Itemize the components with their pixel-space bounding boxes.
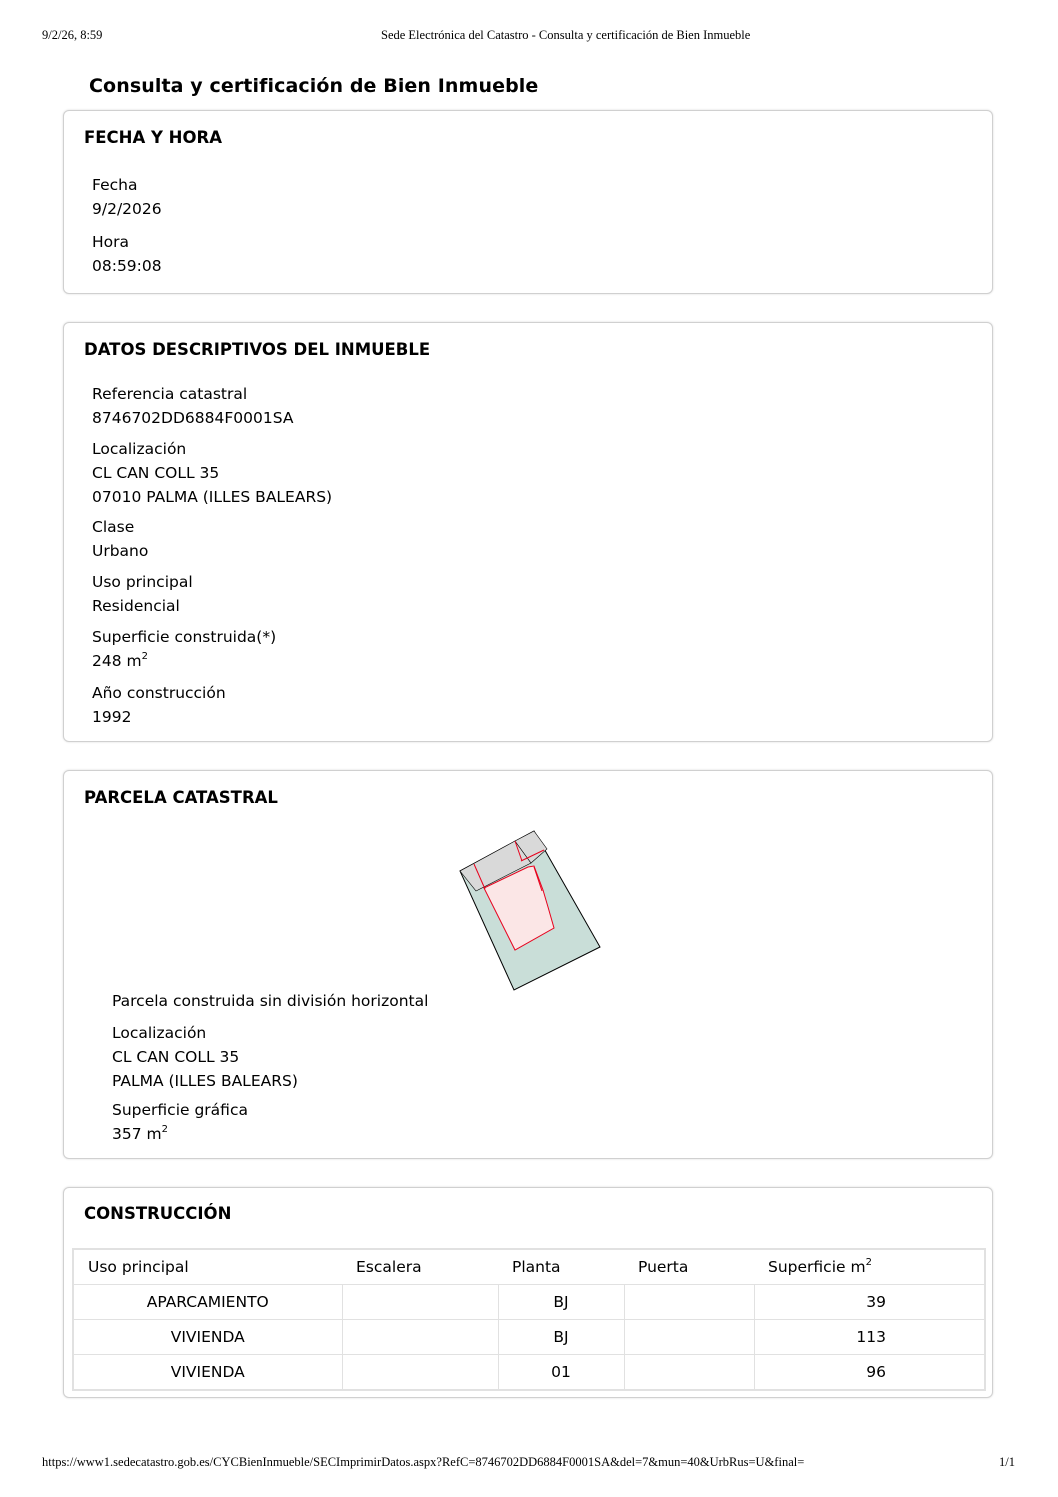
hora-field	[92, 230, 162, 278]
column-header-planta: Planta	[498, 1250, 624, 1285]
column-header-escalera: Escalera	[342, 1250, 498, 1285]
hora-label: Hora	[92, 233, 130, 251]
cell-planta: BJ	[498, 1285, 624, 1320]
referencia-value: 8746702DD6884F0001SA	[92, 409, 294, 427]
fecha-field	[92, 173, 162, 221]
superficie-construida-label: Superficie construida(*)	[92, 628, 277, 646]
parcela-catastral-panel	[63, 770, 993, 1159]
superficie-construida-field	[92, 625, 276, 673]
construccion-panel	[63, 1187, 993, 1398]
cell-uso: VIVIENDA	[74, 1320, 342, 1355]
datos-descriptivos-panel	[63, 322, 993, 742]
column-header-uso: Uso principal	[74, 1250, 342, 1285]
clase-value: Urbano	[92, 542, 149, 560]
print-header-title: Sede Electrónica del Catastro - Consulta y certificación de Bien Inmueble	[381, 28, 751, 42]
cell-puerta	[624, 1285, 754, 1320]
localizacion-line1: CL CAN COLL 35	[92, 464, 220, 482]
referencia-field	[92, 382, 293, 430]
referencia-label: Referencia catastral	[92, 385, 248, 403]
table-row	[74, 1355, 984, 1390]
table-row	[74, 1285, 984, 1320]
parcela-tipo	[112, 989, 428, 1013]
table-header-row	[74, 1250, 984, 1285]
localizacion-line2: 07010 PALMA (ILLES BALEARS)	[92, 488, 333, 506]
print-footer-url: https://www1.sedecatastro.gob.es/CYCBienInmueble/SECImprimirDatos.aspx?RefC=8746702DD6884F0001SA&del=7&mun=40&UrbRus=U&final=	[42, 1455, 805, 1469]
superficie-construida-value: 248 $m^2$	[92, 651, 148, 670]
cell-escalera	[342, 1320, 498, 1355]
table-row	[74, 1320, 984, 1355]
cell-uso: VIVIENDA	[74, 1355, 342, 1390]
cell-planta: BJ	[498, 1320, 624, 1355]
parcela-tipo-value: Parcela construida sin división horizontal	[112, 992, 429, 1010]
cell-superficie: 113	[754, 1320, 984, 1355]
uso-principal-field	[92, 570, 193, 618]
uso-principal-value: Residencial	[92, 597, 180, 615]
cell-superficie: 39	[754, 1285, 984, 1320]
fecha-hora-heading: FECHA Y HORA	[84, 128, 222, 147]
unit-exponent: 2	[161, 1124, 168, 1135]
anio-construccion-field	[92, 681, 226, 729]
parcela-localizacion-field	[112, 1021, 298, 1093]
clase-field	[92, 515, 148, 563]
cell-uso: APARCAMIENTO	[74, 1285, 342, 1320]
cell-superficie: 96	[866, 1363, 886, 1381]
cell-planta: 01	[498, 1355, 624, 1390]
clase-label: Clase	[92, 518, 135, 536]
parcela-heading: PARCELA CATASTRAL	[84, 788, 278, 807]
parcela-localizacion-line2: PALMA (ILLES BALEARS)	[112, 1072, 298, 1090]
hora-value: 08:59:08	[92, 257, 162, 275]
fecha-hora-panel	[63, 110, 993, 294]
print-footer-page: 1/1	[999, 1455, 1015, 1469]
superficie-grafica-value: 357 $m^2$	[112, 1124, 168, 1143]
anio-construccion-label: Año construcción	[92, 684, 226, 702]
uso-principal-label: Uso principal	[92, 573, 193, 591]
page-title: Consulta y certificación de Bien Inmueble	[89, 75, 539, 97]
superficie-grafica-field	[112, 1098, 248, 1146]
construccion-table	[72, 1248, 986, 1391]
cell-puerta	[624, 1355, 754, 1390]
unit-exponent: 2	[141, 651, 148, 662]
datos-heading: DATOS DESCRIPTIVOS DEL INMUEBLE	[84, 340, 431, 359]
fecha-label: Fecha	[92, 176, 138, 194]
cell-escalera	[342, 1355, 498, 1390]
fecha-value: 9/2/2026	[92, 200, 162, 218]
localizacion-label: Localización	[92, 440, 187, 458]
cell-puerta	[624, 1320, 754, 1355]
print-header-datetime: 9/2/26, 8:59	[42, 28, 103, 42]
parcela-localizacion-label: Localización	[112, 1024, 207, 1042]
column-header-superficie: Superficie $m^2$	[754, 1250, 984, 1285]
column-header-puerta: Puerta	[624, 1250, 754, 1285]
cell-escalera	[342, 1285, 498, 1320]
localizacion-field	[92, 437, 332, 509]
parcel-map	[454, 827, 614, 993]
unit-exponent: 2	[865, 1257, 872, 1268]
construccion-heading: CONSTRUCCIÓN	[84, 1204, 232, 1223]
superficie-grafica-label: Superficie gráfica	[112, 1101, 248, 1119]
parcela-localizacion-line1: CL CAN COLL 35	[112, 1048, 240, 1066]
anio-construccion-value: 1992	[92, 708, 132, 726]
